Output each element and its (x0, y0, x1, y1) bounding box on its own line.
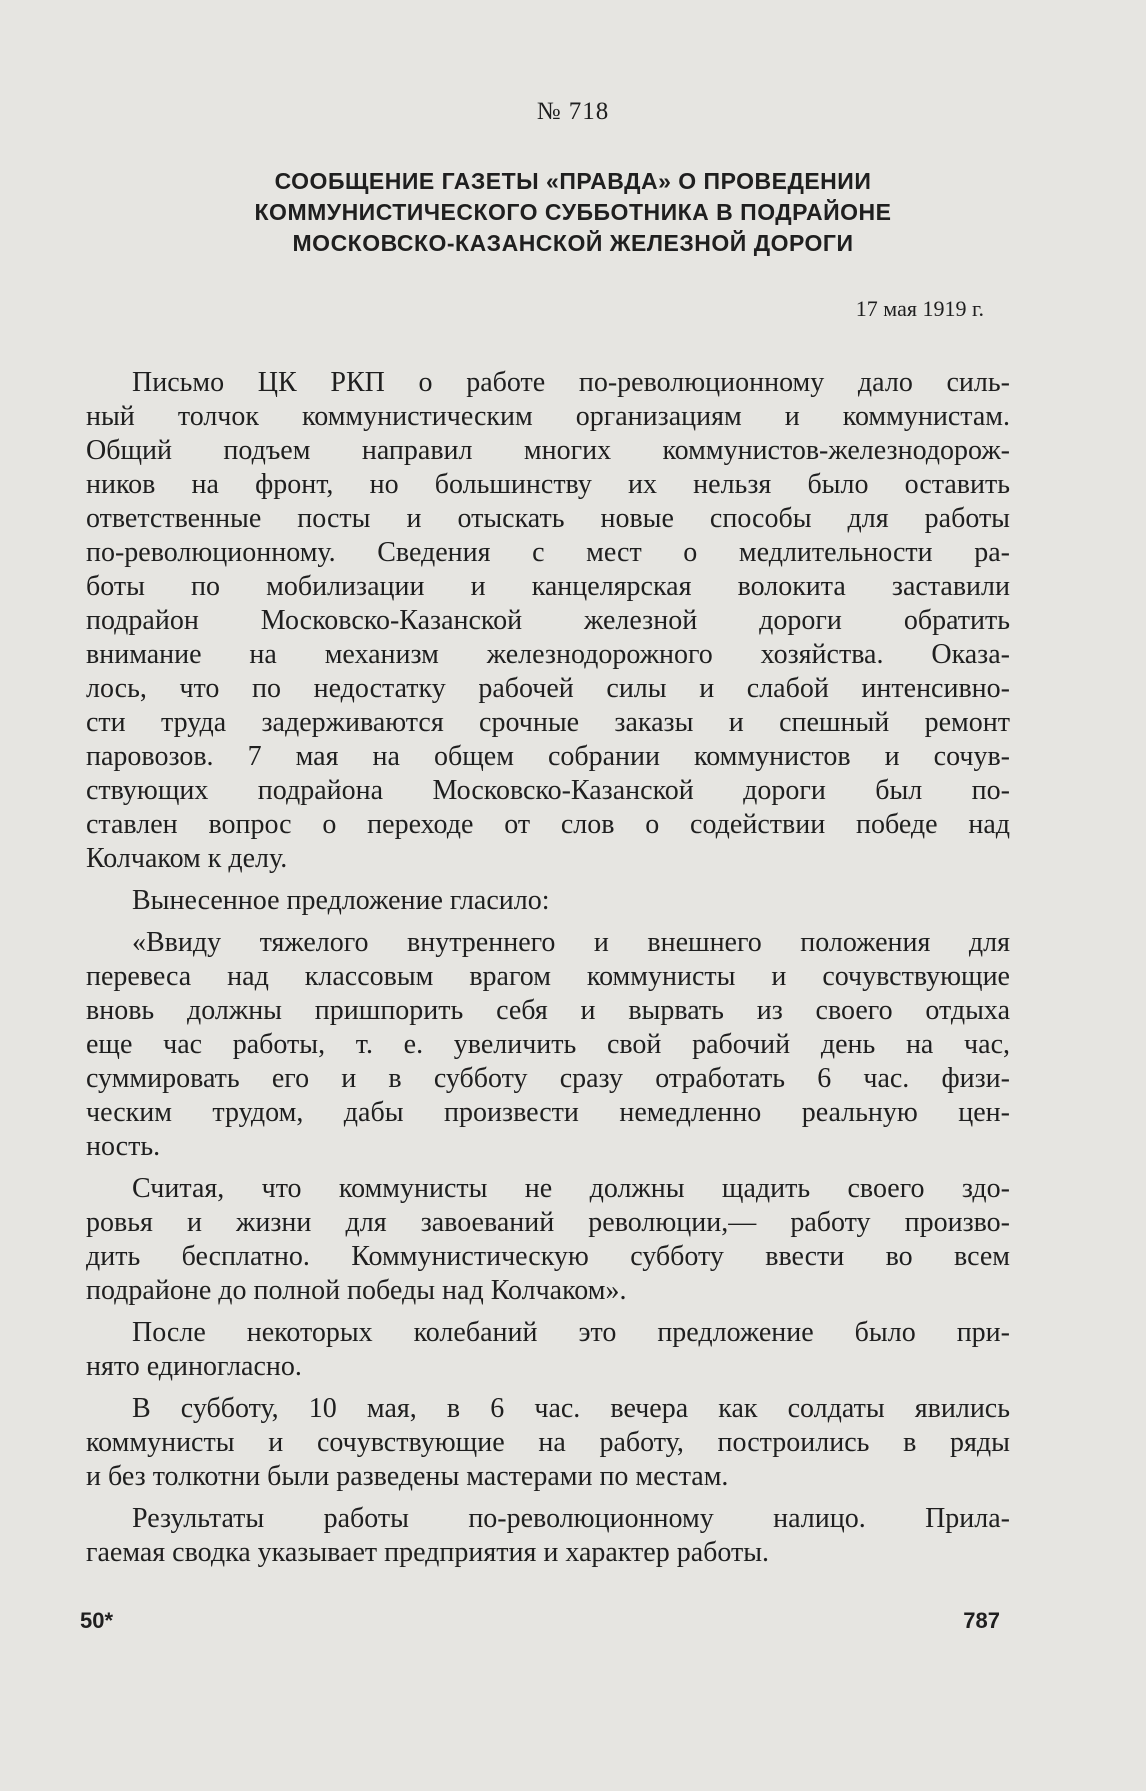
text-line: Считая, что коммунисты не должны щадить своего здо- (132, 1173, 1010, 1204)
text-line: и без толкотни были разведены мастерами по местам. (86, 1461, 729, 1492)
document-title (120, 166, 1026, 259)
text-line: «Ввиду тяжелого внутреннего и внешнего положения для (132, 927, 1010, 958)
text-line: ческим трудом, дабы произвести немедленно реальную цен- (86, 1097, 1010, 1128)
signature-mark: 50* (80, 1608, 114, 1633)
text-line: гаемая сводка указывает предприятия и характер работы. (86, 1537, 770, 1568)
text-line: ность. (86, 1131, 161, 1162)
text-line: лось, что по недостатку рабочей силы и слабой интенсивно- (86, 673, 1010, 704)
document-date: 17 мая 1919 г. (855, 296, 984, 321)
text-line: ровья и жизни для завоеваний революции,— работу произво- (86, 1207, 1010, 1238)
title-line: КОММУНИСТИЧЕСКОГО СУББОТНИКА В ПОДРАЙОНЕ (254, 199, 892, 225)
text-line: коммунисты и сочувствующие на работу, построились в ряды (86, 1427, 1010, 1458)
body-text (86, 366, 1010, 1578)
text-line: дить бесплатно. Коммунистическую субботу ввести во всем (86, 1241, 1010, 1272)
text-line: суммировать его и в субботу сразу отработать 6 час. физи- (86, 1063, 1010, 1094)
paragraph (86, 884, 1010, 918)
text-line: сти труда задерживаются срочные заказы и спешный ремонт (86, 707, 1010, 738)
text-line: Результаты работы по-революционному налицо. Прила- (132, 1503, 1010, 1534)
text-line: подрайон Московско-Казанской железной дороги обратить (86, 605, 1010, 636)
paragraph (86, 366, 1010, 876)
text-line: внимание на механизм железнодорожного хозяйства. Оказа- (86, 639, 1010, 670)
paragraph (86, 926, 1010, 1164)
document-number: № 718 (536, 98, 610, 125)
text-line: еще час работы, т. е. увеличить свой рабочий день на час, (86, 1029, 1010, 1060)
page-number: 787 (963, 1608, 1000, 1633)
text-line: ответственные посты и отыскать новые способы для работы (86, 503, 1010, 534)
text-line: подрайоне до полной победы над Колчаком». (86, 1275, 627, 1306)
paragraph (86, 1316, 1010, 1384)
text-line: Вынесенное предложение гласило: (132, 885, 550, 916)
paragraph (86, 1502, 1010, 1570)
text-line: Общий подъем направил многих коммунистов-железнодорож- (86, 435, 1010, 466)
text-line: паровозов. 7 мая на общем собрании коммунистов и сочув- (86, 741, 1010, 772)
paragraph (86, 1392, 1010, 1494)
text-line: нято единогласно. (86, 1351, 302, 1382)
text-line: В субботу, 10 мая, в 6 час. вечера как солдаты явились (132, 1393, 1010, 1424)
title-line: СООБЩЕНИЕ ГАЗЕТЫ «ПРАВДА» О ПРОВЕДЕНИИ (274, 168, 872, 194)
text-line: ставлен вопрос о переходе от слов о содействии победе над (86, 809, 1010, 840)
text-line: Колчаком к делу. (86, 843, 288, 874)
text-line: После некоторых колебаний это предложение было при- (132, 1317, 1010, 1348)
text-line: перевеса над классовым врагом коммунисты и сочувствующие (86, 961, 1010, 992)
text-line: Письмо ЦК РКП о работе по-революционному дало силь- (132, 367, 1010, 398)
text-line: ников на фронт, но большинству их нельзя было оставить (86, 469, 1010, 500)
paragraph (86, 1172, 1010, 1308)
text-line: ный толчок коммунистическим организациям и коммунистам. (86, 401, 1010, 432)
text-line: боты по мобилизации и канцелярская волокита заставили (86, 571, 1010, 602)
text-line: ствующих подрайона Московско-Казанской дороги был по- (86, 775, 1010, 806)
text-line: вновь должны пришпорить себя и вырвать из своего отдыха (86, 995, 1010, 1026)
title-line: МОСКОВСКО-КАЗАНСКОЙ ЖЕЛЕЗНОЙ ДОРОГИ (292, 230, 854, 256)
text-line: по-революционному. Сведения с мест о медлительности ра- (86, 537, 1010, 568)
